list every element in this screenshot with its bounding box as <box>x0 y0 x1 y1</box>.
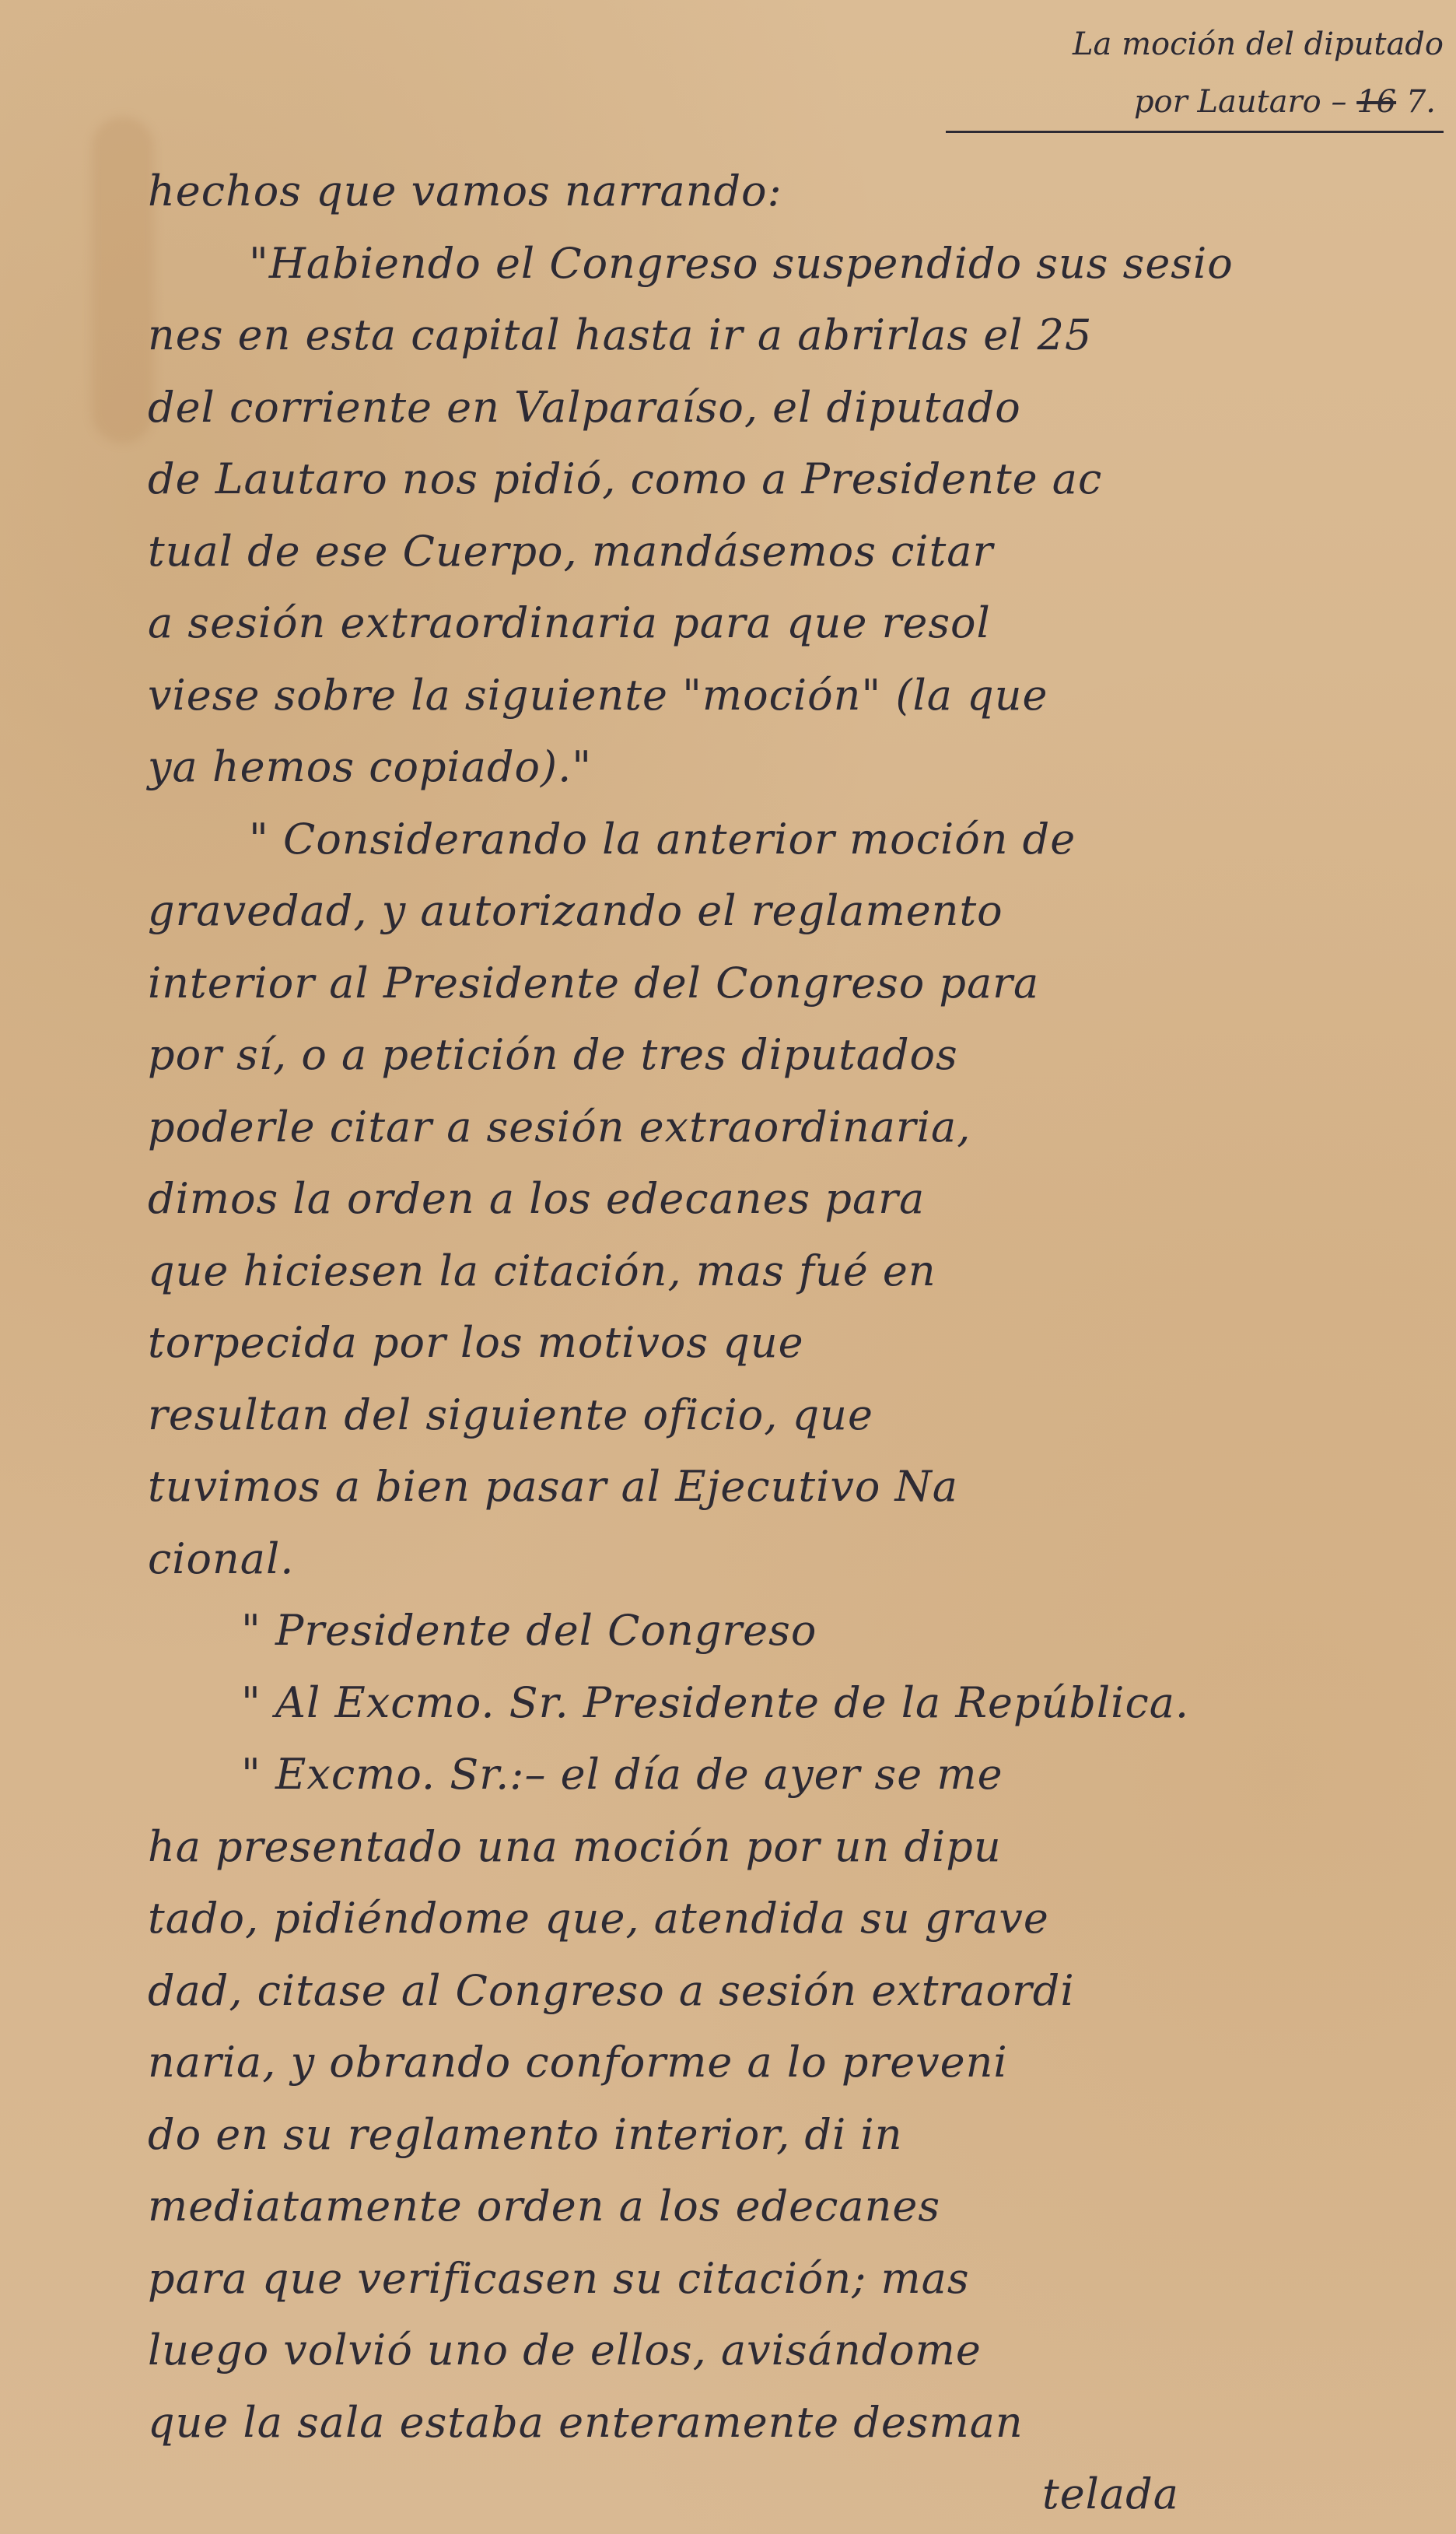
manuscript-line: ya hemos copiado)." <box>148 742 593 791</box>
manuscript-line: hechos que vamos narrando: <box>148 166 782 216</box>
manuscript-line: do en su reglamento interior, di in <box>148 2109 903 2159</box>
manuscript-line: naria, y obrando conforme a lo preveni <box>148 2038 1008 2087</box>
manuscript-line: tual de ese Cuerpo, mandásemos citar <box>148 526 994 576</box>
manuscript-line: " Excmo. Sr.:– el día de ayer se me <box>241 1750 1003 1799</box>
manuscript-body <box>148 156 1431 2531</box>
manuscript-line: cional. <box>148 1533 295 1583</box>
manuscript-line: a sesión extraordinaria para que resol <box>148 598 991 647</box>
margin-note-prefix: por Lautaro – <box>1133 84 1347 120</box>
manuscript-line: ha presentado una moción por un dipu <box>148 1821 1002 1871</box>
manuscript-line: dad, citase al Congreso a sesión extraordi <box>148 1965 1075 2015</box>
margin-note-struck-number: 16 <box>1356 84 1397 120</box>
manuscript-line: de Lautaro nos pidió, como a Presidente ac <box>148 454 1103 503</box>
margin-note <box>946 16 1444 133</box>
paper-stain <box>92 117 154 443</box>
manuscript-line: interior al Presidente del Congreso para <box>148 958 1040 1008</box>
manuscript-line: luego volvió uno de ellos, avisándome <box>148 2325 982 2375</box>
manuscript-line: que la sala estaba enteramente desman <box>148 2397 1024 2447</box>
margin-note-reference <box>946 73 1444 133</box>
manuscript-line: tado, pidiéndome que, atendida su grave <box>148 1894 1049 1943</box>
manuscript-line: " Al Excmo. Sr. Presidente de la República. <box>241 1677 1190 1727</box>
manuscript-line: " Presidente del Congreso <box>241 1606 817 1655</box>
manuscript-line: resultan del siguiente oficio, que <box>148 1390 873 1439</box>
manuscript-line: para que verificasen su citación; mas <box>148 2253 970 2303</box>
manuscript-line: dimos la orden a los edecanes para <box>148 1174 926 1223</box>
manuscript-line: del corriente en Valparaíso, el diputado <box>148 382 1021 432</box>
manuscript-line: telada <box>1042 2469 1179 2518</box>
manuscript-line: torpecida por los motivos que <box>148 1318 804 1367</box>
manuscript-line: que hiciesen la citación, mas fué en <box>148 1246 936 1295</box>
manuscript-line: mediatamente orden a los edecanes <box>148 2182 941 2231</box>
manuscript-line: " Considerando la anterior moción de <box>249 814 1076 864</box>
manuscript-line: tuvimos a bien pasar al Ejecutivo Na <box>148 1462 958 1511</box>
manuscript-line: poderle citar a sesión extraordinaria, <box>148 1102 971 1151</box>
manuscript-line: gravedad, y autorizando el reglamento <box>148 886 1003 935</box>
manuscript-line: por sí, o a petición de tres diputados <box>148 1030 958 1079</box>
manuscript-line: "Habiendo el Congreso suspendido sus sesio <box>249 238 1234 288</box>
margin-note-number: 7. <box>1405 84 1436 120</box>
manuscript-line: nes en esta capital hasta ir a abrirlas el 25 <box>148 310 1093 359</box>
margin-note-title: La moción del diputado <box>1072 26 1444 62</box>
manuscript-line: viese sobre la siguiente "moción" (la que <box>148 670 1048 720</box>
